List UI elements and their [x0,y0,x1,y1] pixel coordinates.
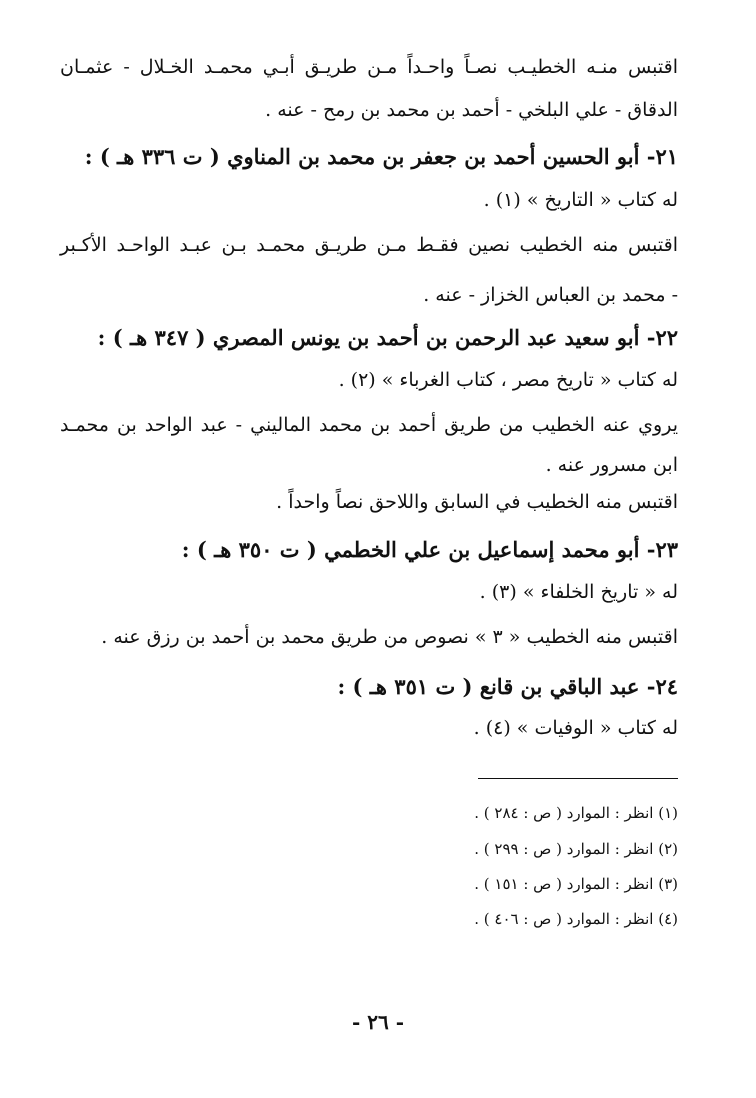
body-line: - محمد بن العباس الخزاز - عنه . [423,284,678,306]
footnote-divider [478,778,678,779]
body-line: له كتاب « الوفيات » (٤) . [473,717,678,739]
body-line: له « تاريخ الخلفاء » (٣) . [479,581,678,603]
body-line: ابن مسرور عنه . [545,454,678,476]
footnote: (٣) انظر : الموارد ( ص : ١٥١ ) . [474,875,678,893]
body-line: اقتبس منـه الخطيـب نصـاً واحـداً مـن طريـق أبـي محمـد الخـلال - عثمـان [60,56,678,78]
entry-heading-22: ٢٢- أبو سعيد عبد الرحمن بن أحمد بن يونس المصري ( ٣٤٧ هـ ) : [97,325,678,350]
footnote: (٢) انظر : الموارد ( ص : ٢٩٩ ) . [474,840,678,858]
footnote: (٤) انظر : الموارد ( ص : ٤٠٦ ) . [474,910,678,928]
body-line: اقتبس منه الخطيب نصين فقـط مـن طريـق محمـد بـن عبـد الواحـد الأكـبر [60,234,678,256]
body-line: الدقاق - علي البلخي - أحمد بن محمد بن رمح - عنه . [265,99,678,121]
body-line: له كتاب « التاريخ » (١) . [483,189,678,211]
body-line: له كتاب « تاريخ مصر ، كتاب الغرباء » (٢) . [338,369,678,391]
body-line: يروي عنه الخطيب من طريق أحمد بن محمد الماليني - عبد الواحد بن محمـد [60,414,678,436]
entry-heading-21: ٢١- أبو الحسين أحمد بن جعفر بن محمد بن المناوي ( ت ٣٣٦ هـ ) : [84,144,678,169]
body-line: اقتبس منه الخطيب في السابق واللاحق نصاً واحداً . [276,491,678,513]
footnote: (١) انظر : الموارد ( ص : ٢٨٤ ) . [474,804,678,822]
entry-heading-23: ٢٣- أبو محمد إسماعيل بن علي الخطمي ( ت ٣٥٠ هـ ) : [181,537,678,562]
entry-heading-24: ٢٤- عبد الباقي بن قانع ( ت ٣٥١ هـ ) : [337,674,678,699]
page-number: - ٢٦ - [351,1010,404,1034]
body-line: اقتبس منه الخطيب « ٣ » نصوص من طريق محمد بن أحمد بن رزق عنه . [101,626,678,648]
